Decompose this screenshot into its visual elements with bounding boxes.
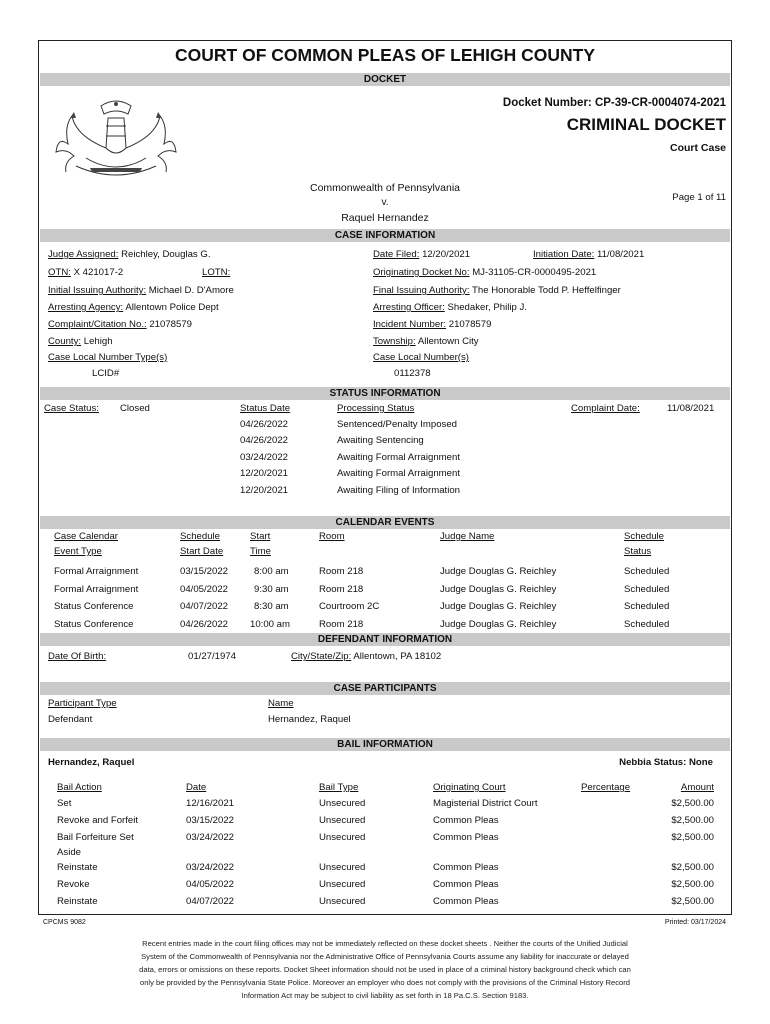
calendar-room: Room 218 [319,619,364,630]
status-date: 12/20/2021 [240,485,289,496]
lotn-label: LOTN: [202,267,231,278]
county: County: Lehigh [48,336,113,347]
disclaimer [80,937,690,1002]
status-date: 03/24/2022 [240,452,289,463]
calendar-room: Room 218 [319,566,364,577]
bail-type: Unsecured [319,815,366,826]
calendar-header-schedule-status: Schedule [624,531,665,542]
calendar-event-type: Formal Arraignment [54,566,139,577]
case-status-label: Case Status: [44,403,99,414]
calendar-status: Scheduled [624,584,670,595]
status-date: 12/20/2021 [240,468,289,479]
calendar-time: 8:00 am [254,566,289,577]
participant-name: Hernandez, Raquel [268,714,351,725]
disclaimer-line: System of the Commonwealth of Pennsylvania nor the Administrative Office of Pennsylvania Courts assume any liability for inaccurate or delayed [141,952,629,961]
final-issuing-authority: Final Issuing Authority: The Honorable Todd P. Heffelfinger [373,285,621,296]
initiation-date: Initiation Date: 11/08/2021 [533,249,645,260]
calendar-header-time: Time [250,546,271,557]
calendar-events-banner: CALENDAR EVENTS [40,516,730,529]
bail-court: Magisterial District Court [433,798,538,809]
calendar-time: 10:00 am [250,619,291,630]
caption-plaintiff: Commonwealth of Pennsylvania [310,182,460,194]
calendar-date: 04/26/2022 [180,619,229,630]
bail-date: 03/24/2022 [186,862,235,873]
bail-type: Unsecured [319,798,366,809]
bail-action: Revoke and Forfeit [57,815,139,826]
participant-type-header: Participant Type [48,698,117,709]
calendar-event-type: Status Conference [54,619,134,630]
incident-number: Incident Number: 21078579 [373,319,492,330]
calendar-date: 03/15/2022 [180,566,229,577]
case-local-number-type: LCID# [92,368,120,379]
case-type: Court Case [669,142,726,154]
calendar-room: Room 218 [319,584,364,595]
bail-court: Common Pleas [433,879,499,890]
calendar-header-judge: Judge Name [440,531,495,542]
calendar-room: Courtroom 2C [319,601,380,612]
bail-header-type: Bail Type [319,782,359,793]
bail-date: 03/15/2022 [186,815,235,826]
calendar-time: 9:30 am [254,584,289,595]
bail-date: 12/16/2021 [186,798,235,809]
complaint-date-value: 11/08/2021 [667,403,715,414]
bail-action-continued: Aside [57,847,81,858]
date-filed: Date Filed: 12/20/2021 [373,249,471,260]
calendar-header-room: Room [319,531,345,542]
complaint-date-label: Complaint Date: [571,403,640,414]
case-status-value: Closed [120,403,150,414]
docket-banner: DOCKET [40,73,730,86]
bail-amount: $2,500.00 [671,879,714,890]
calendar-header-schedule: Schedule [180,531,221,542]
bail-defendant-name: Hernandez, Raquel [48,757,135,768]
participant-type: Defendant [48,714,93,725]
pennsylvania-seal-icon [46,96,186,180]
calendar-header-event-type: Event Type [54,546,102,557]
complaint-citation: Complaint/Citation No.: 21078579 [48,319,193,330]
disclaimer-line: only be provided by the Pennsylvania State Police. Moreover an employer who does not comply with the provisions of the Criminal History Record [139,978,631,987]
calendar-header-status: Status [624,546,652,557]
calendar-header-start: Start [250,531,271,542]
calendar-event-type: Formal Arraignment [54,584,139,595]
processing-status: Sentenced/Penalty Imposed [337,419,458,430]
status-date-header: Status Date [240,403,291,414]
case-local-number-type-label: Case Local Number Type(s) [48,352,168,363]
bail-amount: $2,500.00 [671,896,714,907]
caption-versus: v. [381,197,389,208]
city-state-zip: City/State/Zip: Allentown, PA 18102 [291,651,442,662]
bail-amount: $2,500.00 [671,862,714,873]
bail-court: Common Pleas [433,815,499,826]
case-participants-banner: CASE PARTICIPANTS [40,682,730,695]
bail-action: Set [57,798,72,809]
bail-court: Common Pleas [433,896,499,907]
calendar-status: Scheduled [624,619,670,630]
processing-status-header: Processing Status [337,403,415,414]
bail-header-court: Originating Court [433,782,506,793]
bail-amount: $2,500.00 [671,815,714,826]
bail-date: 03/24/2022 [186,832,235,843]
docket-number: Docket Number: CP-39-CR-0004074-2021 [502,97,726,109]
bail-header-date: Date [186,782,207,793]
bail-header-action: Bail Action [57,782,102,793]
case-information-banner: CASE INFORMATION [40,229,730,242]
disclaimer-line: Information Act may be subject to civil liability as set forth in 18 Pa.C.S. Section 9183. [241,991,529,1000]
originating-docket: Originating Docket No: MJ-31105-CR-0000495-2021 [373,267,597,278]
otn: OTN: X 421017-2 [48,267,124,278]
bail-court: Common Pleas [433,862,499,873]
bail-amount: $2,500.00 [671,832,714,843]
nebbia-status: Nebbia Status: None [619,757,713,768]
arresting-agency: Arresting Agency: Allentown Police Dept [48,302,219,313]
township: Township: Allentown City [373,336,479,347]
dob-value: 01/27/1974 [188,651,237,662]
disclaimer-line: data, errors or omissions on these reports. Docket Sheet information should not be used in place of a criminal history background check which can [139,965,631,974]
processing-status: Awaiting Sentencing [337,435,424,446]
dob-label: Date Of Birth: [48,651,107,662]
form-number: CPCMS 9082 [43,919,86,926]
bail-action: Reinstate [57,896,98,907]
calendar-status: Scheduled [624,566,670,577]
calendar-date: 04/07/2022 [180,601,229,612]
initial-issuing-authority: Initial Issuing Authority: Michael D. D'Amore [48,285,234,296]
bail-date: 04/05/2022 [186,879,235,890]
arresting-officer: Arresting Officer: Shedaker, Philip J. [373,302,527,313]
bail-action: Bail Forfeiture Set [57,832,134,843]
processing-status: Awaiting Formal Arraignment [337,468,460,479]
bail-date: 04/07/2022 [186,896,235,907]
disclaimer-line: Recent entries made in the court filing offices may not be immediately reflected on these docket sheets . Neither the courts of the Unified Judicial [142,939,628,948]
calendar-judge: Judge Douglas G. Reichley [440,584,557,595]
status-date: 04/26/2022 [240,419,289,430]
calendar-event-type: Status Conference [54,601,134,612]
case-local-number-label: Case Local Number(s) [373,352,469,363]
calendar-judge: Judge Douglas G. Reichley [440,619,557,630]
criminal-docket-heading: CRIMINAL DOCKET [566,115,726,134]
calendar-judge: Judge Douglas G. Reichley [440,601,557,612]
bail-type: Unsecured [319,896,366,907]
defendant-information-banner: DEFENDANT INFORMATION [40,633,730,646]
bail-information-banner: BAIL INFORMATION [40,738,730,751]
bail-action: Reinstate [57,862,98,873]
bail-type: Unsecured [319,862,366,873]
page-indicator: Page 1 of 11 [672,192,726,203]
bail-court: Common Pleas [433,832,499,843]
calendar-header-event: Case Calendar [54,531,118,542]
participant-name-header: Name [268,698,294,709]
bail-type: Unsecured [319,879,366,890]
bail-type: Unsecured [319,832,366,843]
status-information-banner: STATUS INFORMATION [40,387,730,400]
caption-defendant: Raquel Hernandez [341,212,429,224]
calendar-header-start-date: Start Date [180,546,224,557]
case-local-number: 0112378 [394,368,431,379]
judge-assigned: Judge Assigned: Reichley, Douglas G. [48,249,211,260]
bail-amount: $2,500.00 [671,798,714,809]
bail-header-amount: Amount [680,782,714,793]
calendar-status: Scheduled [624,601,670,612]
processing-status: Awaiting Formal Arraignment [337,452,460,463]
calendar-date: 04/05/2022 [180,584,229,595]
bail-action: Revoke [57,879,90,890]
bail-header-percentage: Percentage [581,782,631,793]
court-title: COURT OF COMMON PLEAS OF LEHIGH COUNTY [175,45,595,65]
status-date: 04/26/2022 [240,435,289,446]
calendar-time: 8:30 am [254,601,289,612]
processing-status: Awaiting Filing of Information [337,485,461,496]
calendar-judge: Judge Douglas G. Reichley [440,566,557,577]
printed-date: Printed: 03/17/2024 [664,919,726,926]
